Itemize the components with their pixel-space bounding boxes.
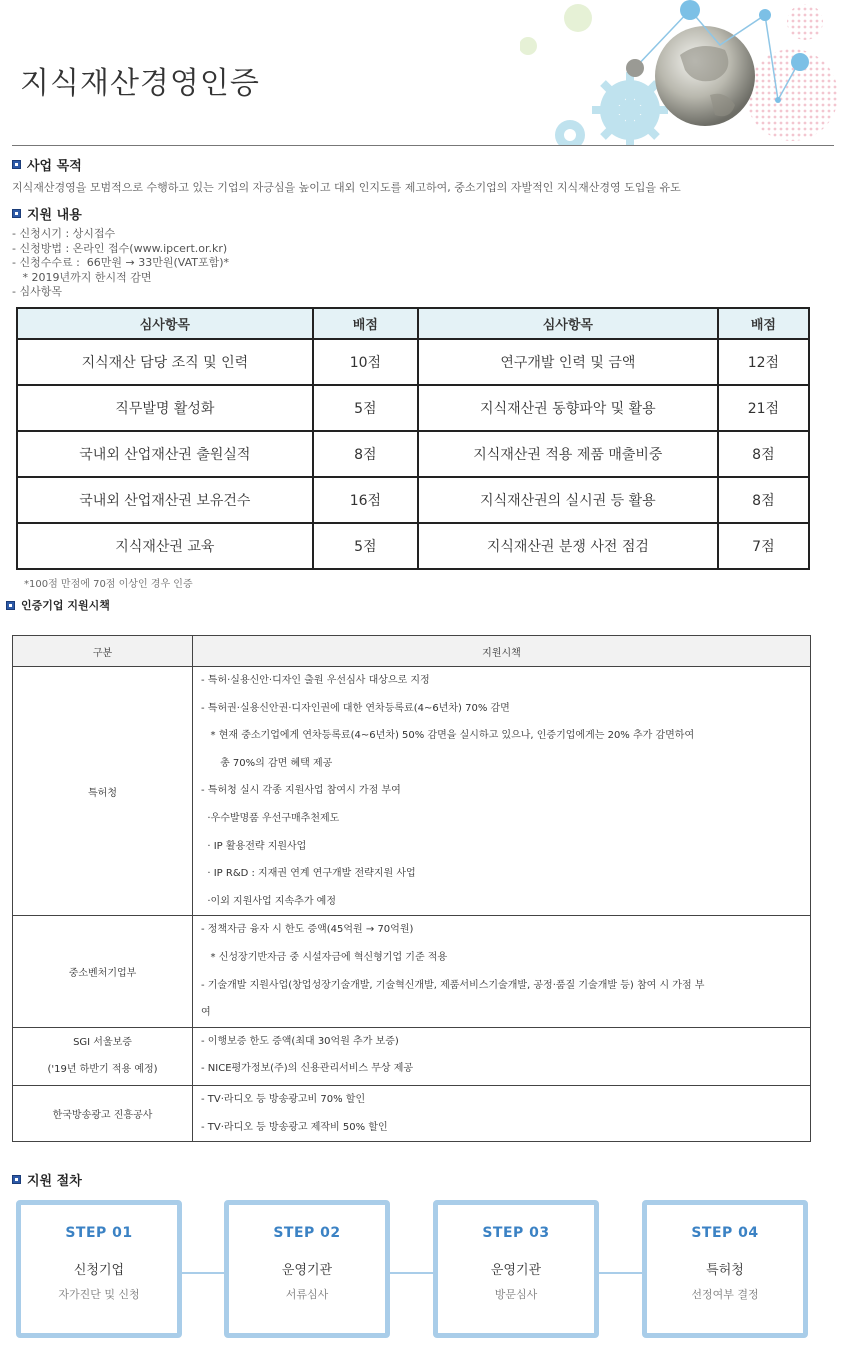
review-criteria-table xyxy=(16,307,810,570)
step-action: 자가진단 및 신청 xyxy=(58,1288,140,1301)
step-number: STEP 04 xyxy=(691,1225,759,1241)
step-number: STEP 02 xyxy=(273,1225,341,1241)
table-header-row xyxy=(17,308,809,339)
page-title: 지식재산경영인증 xyxy=(20,66,260,101)
criteria-cell: 지식재산권의 실시권 등 활용 xyxy=(418,477,718,523)
column-header: 배점 xyxy=(718,308,809,339)
table-header-row xyxy=(13,636,811,667)
table-row xyxy=(13,667,811,916)
column-header: 심사항목 xyxy=(17,308,313,339)
criteria-cell: 연구개발 인력 및 금액 xyxy=(418,339,718,385)
score-cell: 21점 xyxy=(718,385,809,431)
details-line: - 심사항목 xyxy=(12,285,62,298)
org-cell: 특허청 xyxy=(13,667,193,916)
policy-item: - TV·라디오 등 방송광고비 70% 할인 xyxy=(201,1093,366,1105)
score-cell: 5점 xyxy=(313,523,418,569)
policy-cell xyxy=(193,916,811,1027)
table-row xyxy=(13,1085,811,1141)
org-cell xyxy=(13,1027,193,1085)
table-row xyxy=(17,431,809,477)
policy-item: · IP R&D : 지재권 연계 연구개발 전략지원 사업 xyxy=(201,868,416,880)
score-cell: 10점 xyxy=(313,339,418,385)
score-cell: 12점 xyxy=(718,339,809,385)
details-line: - 신청방법 : 온라인 접수(www.ipcert.or.kr) xyxy=(12,241,228,255)
score-cell: 16점 xyxy=(313,477,418,523)
policy-item: - NICE평가정보(주)의 신용관리서비스 무상 제공 xyxy=(201,1063,414,1075)
support-policy-table xyxy=(12,635,811,1142)
score-cell: 8점 xyxy=(718,431,809,477)
policy-item: - 특허·실용신안·디자인 출원 우선심사 대상으로 지정 xyxy=(201,675,430,686)
step-connector xyxy=(180,1272,228,1274)
policy-item: ·이외 지원사업 지속추가 예정 xyxy=(201,895,336,907)
purpose-heading xyxy=(12,155,82,174)
criteria-cell: 지식재산권 동향파악 및 활용 xyxy=(418,385,718,431)
policy-item: - 특허청 실시 각종 지원사업 참여시 가점 부여 xyxy=(201,785,401,797)
step-card-3 xyxy=(433,1200,599,1338)
criteria-cell: 지식재산 담당 조직 및 인력 xyxy=(17,339,313,385)
section-bullet-icon xyxy=(12,160,21,169)
details-list xyxy=(12,227,229,300)
table-row xyxy=(17,385,809,431)
pink-dots-circle-small xyxy=(787,4,823,40)
policy-item: * 신성장기반자금 중 시설자금에 혁신형기업 기준 적용 xyxy=(201,951,448,963)
section-bullet-icon xyxy=(12,209,21,218)
org-cell: 중소벤처기업부 xyxy=(13,916,193,1027)
purpose-text: 지식재산경영을 모범적으로 수행하고 있는 기업의 자긍심을 높이고 대외 인지도를 제고하여, 중소기업의 자발적인 지식재산경영 도입을 유도 xyxy=(12,181,681,194)
criteria-cell: 직무발명 활성화 xyxy=(17,385,313,431)
org-note: ('19년 하반기 적용 예정) xyxy=(47,1064,158,1076)
support-heading xyxy=(6,597,110,613)
policy-cell xyxy=(193,667,811,916)
step-actor: 신청기업 xyxy=(73,1263,125,1278)
policy-item: 여 xyxy=(201,1007,211,1019)
policy-item: - 특허권·실용신안권·디자인권에 대한 연차등록료(4~6년차) 70% 감면 xyxy=(201,702,510,714)
column-header: 지원시책 xyxy=(193,636,811,667)
criteria-cell: 국내외 산업재산권 보유건수 xyxy=(17,477,313,523)
step-connector xyxy=(598,1272,646,1274)
policy-item: - 기술개발 지원사업(창업성장기술개발, 기술혁신개발, 제품서비스기술개발, 공정·품질 기술개발 등) 참여 시 가점 부 xyxy=(201,979,705,991)
score-cell: 5점 xyxy=(313,385,418,431)
policy-item: ·우수발명품 우선구매추천제도 xyxy=(201,812,340,824)
step-connector xyxy=(389,1272,437,1274)
step-card-4 xyxy=(642,1200,808,1338)
header-decoration xyxy=(520,0,842,145)
policy-item: 총 70%의 감면 혜택 제공 xyxy=(201,757,333,769)
step-action: 서류심사 xyxy=(285,1288,329,1301)
org-cell: 한국방송광고 진흥공사 xyxy=(13,1085,193,1141)
step-action: 방문심사 xyxy=(494,1288,538,1301)
table-row xyxy=(13,916,811,1027)
step-actor: 특허청 xyxy=(706,1263,744,1278)
column-header: 배점 xyxy=(313,308,418,339)
policy-item: - 정책자금 융자 시 한도 증액(45억원 → 70억원) xyxy=(201,924,414,936)
purpose-heading-label: 사업 목적 xyxy=(27,159,82,174)
policy-item: · IP 활용전략 지원사업 xyxy=(201,840,307,852)
step-number: STEP 01 xyxy=(65,1225,133,1241)
policy-item: - TV·라디오 등 방송광고 제작비 50% 할인 xyxy=(201,1121,388,1133)
step-number: STEP 03 xyxy=(482,1225,550,1241)
details-line: * 2019년까지 한시적 감면 xyxy=(12,270,152,284)
score-cell: 8점 xyxy=(313,431,418,477)
step-actor: 운영기관 xyxy=(281,1263,333,1278)
support-heading-label: 인증기업 지원시책 xyxy=(21,599,110,612)
table-row xyxy=(17,339,809,385)
step-actor: 운영기관 xyxy=(490,1263,542,1278)
review-note: *100점 만점에 70점 이상인 경우 인증 xyxy=(24,579,193,590)
score-cell: 8점 xyxy=(718,477,809,523)
details-line: - 신청수수료 : 66만원 → 33만원(VAT포함)* xyxy=(12,256,230,269)
section-bullet-icon xyxy=(6,601,15,610)
policy-cell xyxy=(193,1085,811,1141)
procedure-heading-label: 지원 절차 xyxy=(27,1174,82,1189)
criteria-cell: 지식재산권 교육 xyxy=(17,523,313,569)
step-card-1 xyxy=(16,1200,182,1338)
policy-cell xyxy=(193,1027,811,1085)
column-header: 구분 xyxy=(13,636,193,667)
policy-item: - 이행보증 한도 증액(최대 30억원 추가 보증) xyxy=(201,1035,399,1047)
details-heading-label: 지원 내용 xyxy=(27,208,82,223)
org-name: SGI 서울보증 xyxy=(73,1036,132,1048)
score-cell: 7점 xyxy=(718,523,809,569)
table-row xyxy=(17,523,809,569)
table-row xyxy=(13,1027,811,1085)
table-row xyxy=(17,477,809,523)
procedure-heading xyxy=(12,1170,82,1189)
details-line: - 신청시기 : 상시접수 xyxy=(12,227,116,240)
criteria-cell: 지식재산권 적용 제품 매출비중 xyxy=(418,431,718,477)
criteria-cell: 국내외 산업재산권 출원실적 xyxy=(17,431,313,477)
step-card-2 xyxy=(224,1200,390,1338)
policy-item: * 현재 중소기업에게 연차등록료(4~6년차) 50% 감면을 실시하고 있으나, 인증기업에게는 20% 추가 감면하여 xyxy=(201,730,695,742)
step-action: 선정여부 결정 xyxy=(691,1288,759,1301)
header-divider xyxy=(12,145,834,146)
details-heading xyxy=(12,204,82,223)
section-bullet-icon xyxy=(12,1175,21,1184)
criteria-cell: 지식재산권 분쟁 사전 점검 xyxy=(418,523,718,569)
column-header: 심사항목 xyxy=(418,308,718,339)
